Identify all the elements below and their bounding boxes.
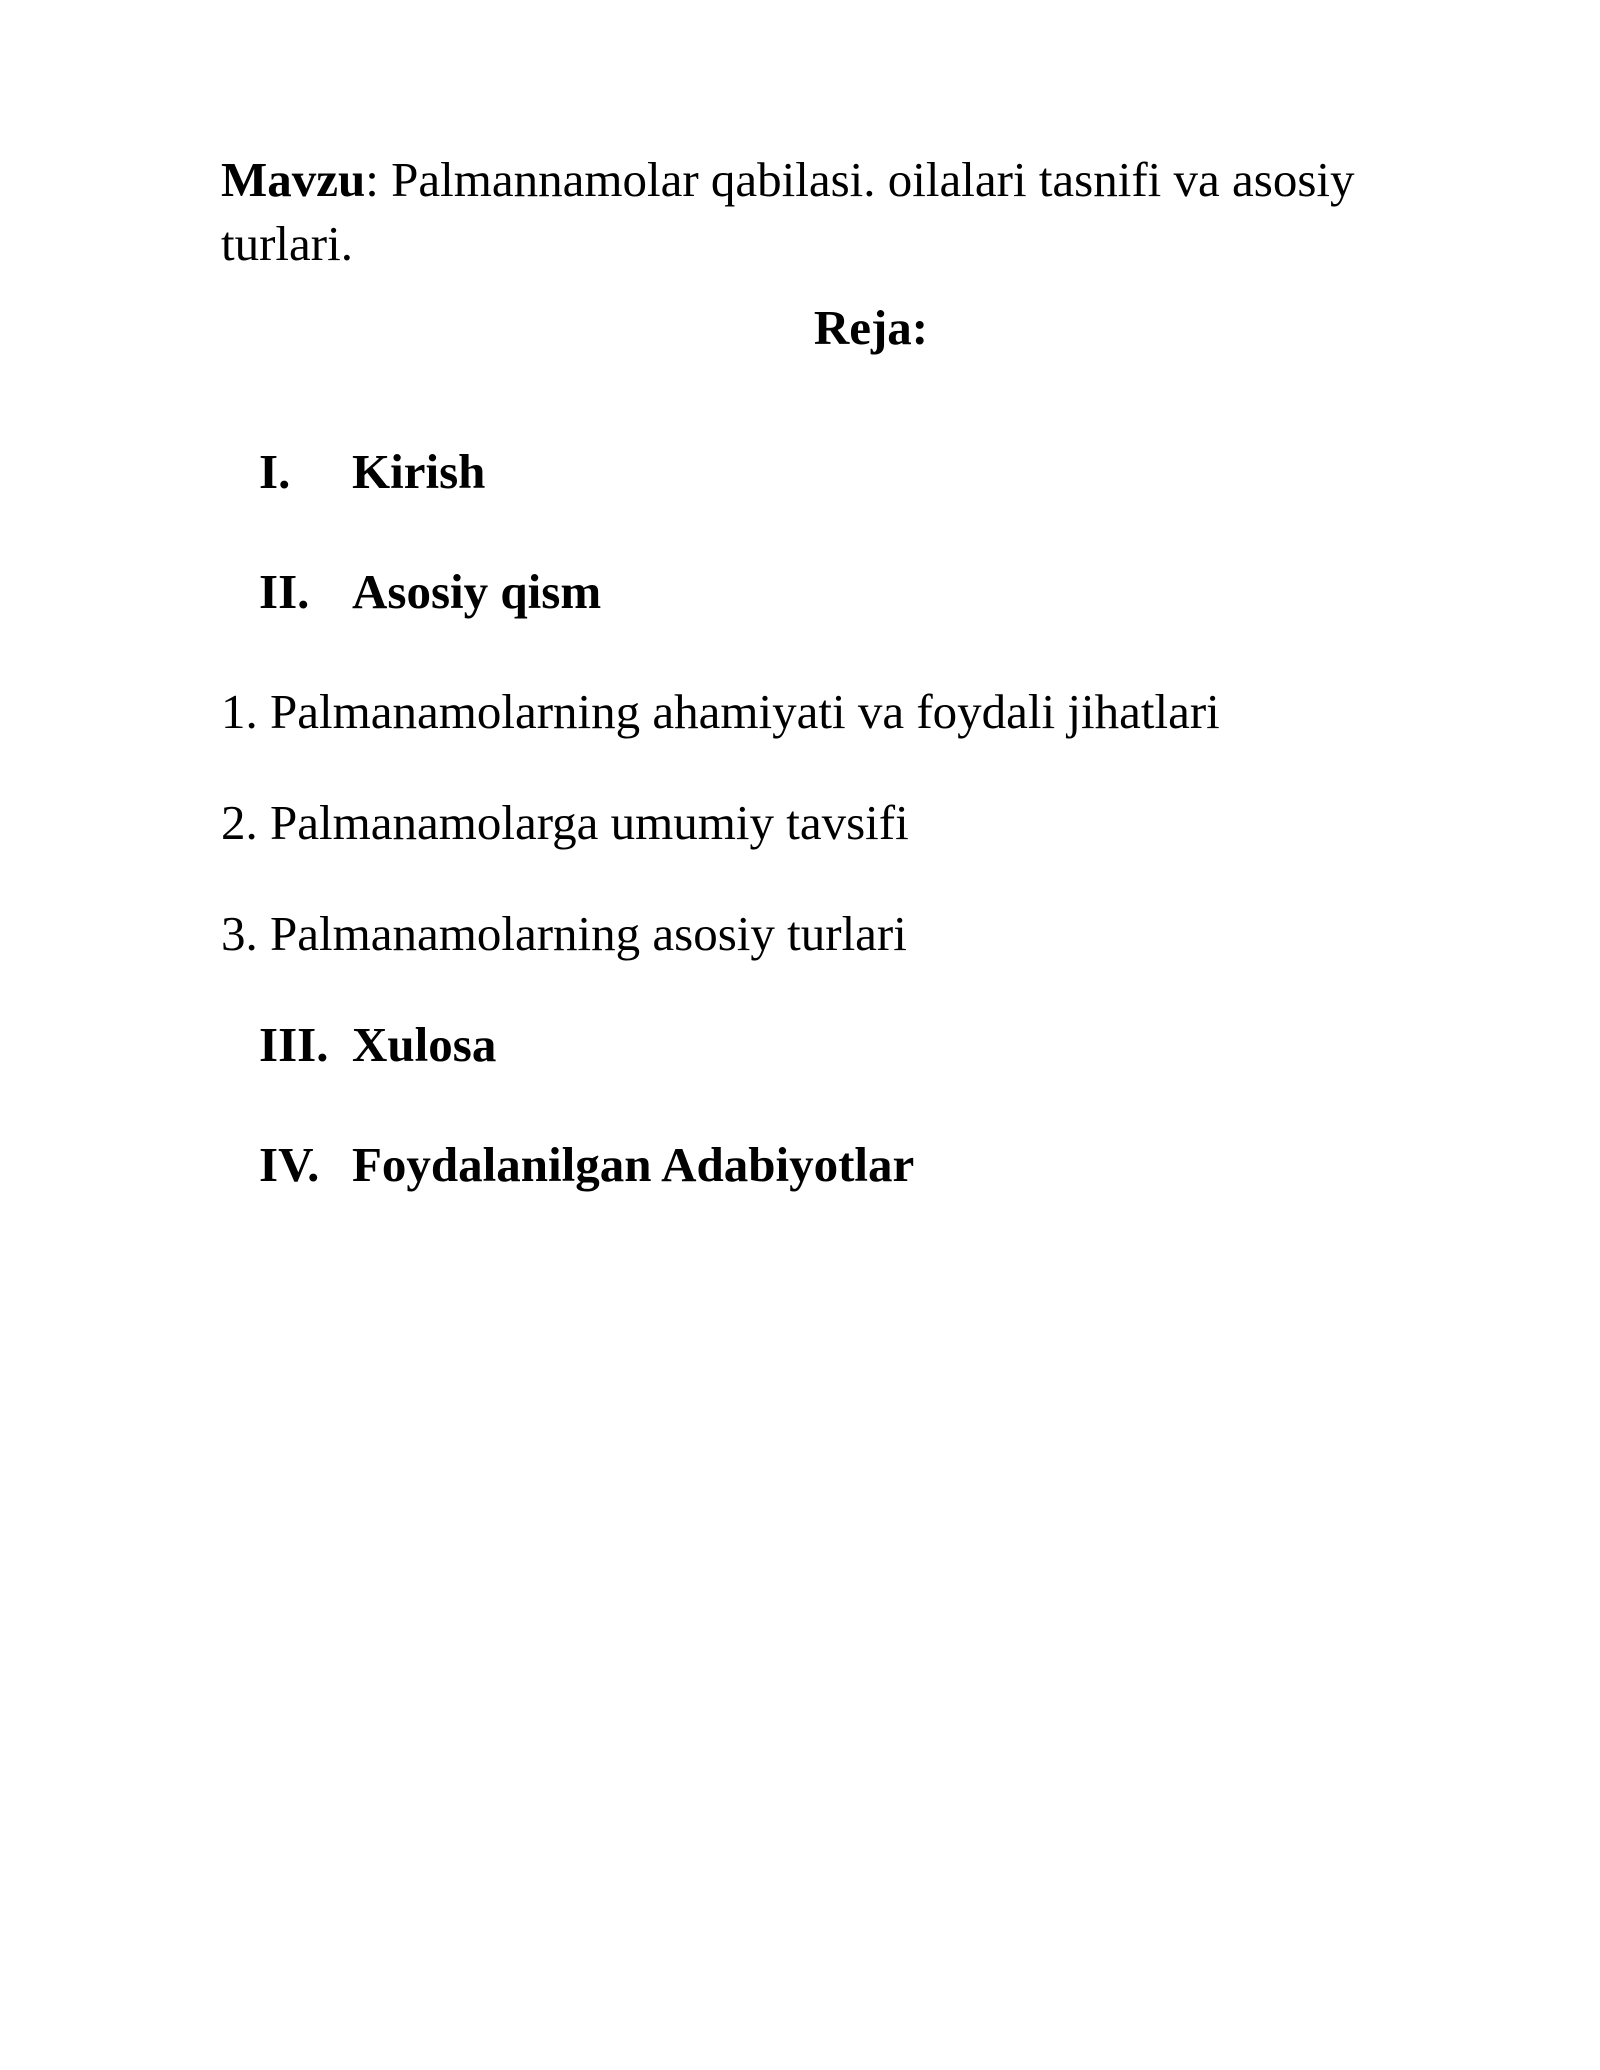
plan-section-main <box>259 560 601 624</box>
section-title: Asosiy qism <box>352 564 602 619</box>
topic-paragraph <box>221 148 1441 276</box>
section-title: Xulosa <box>352 1017 497 1072</box>
section-number: II. <box>259 564 310 619</box>
section-number: IV. <box>259 1137 320 1192</box>
plan-section-intro <box>259 440 485 504</box>
plan-subitem-3: 3. Palmanamolarning asosiy turlari <box>221 906 907 961</box>
plan-heading: Reja: <box>813 300 929 355</box>
section-number: I. <box>259 444 291 499</box>
section-title: Foydalanilgan Adabiyotlar <box>352 1137 915 1192</box>
topic-text: Palmannamolar qabilasi. oilalari tasnifi va asosiy turlari. <box>221 152 1355 271</box>
plan-subitem-1: 1. Palmanamolarning ahamiyati va foydali jihatlari <box>221 684 1220 739</box>
plan-section-references <box>259 1133 914 1197</box>
plan-subitem-2: 2. Palmanamolarga umumiy tavsifi <box>221 795 909 850</box>
plan-section-conclusion <box>259 1013 496 1077</box>
topic-separator: : <box>365 152 379 207</box>
topic-label: Mavzu <box>221 152 366 207</box>
section-number: III. <box>259 1017 329 1072</box>
section-title: Kirish <box>352 444 486 499</box>
